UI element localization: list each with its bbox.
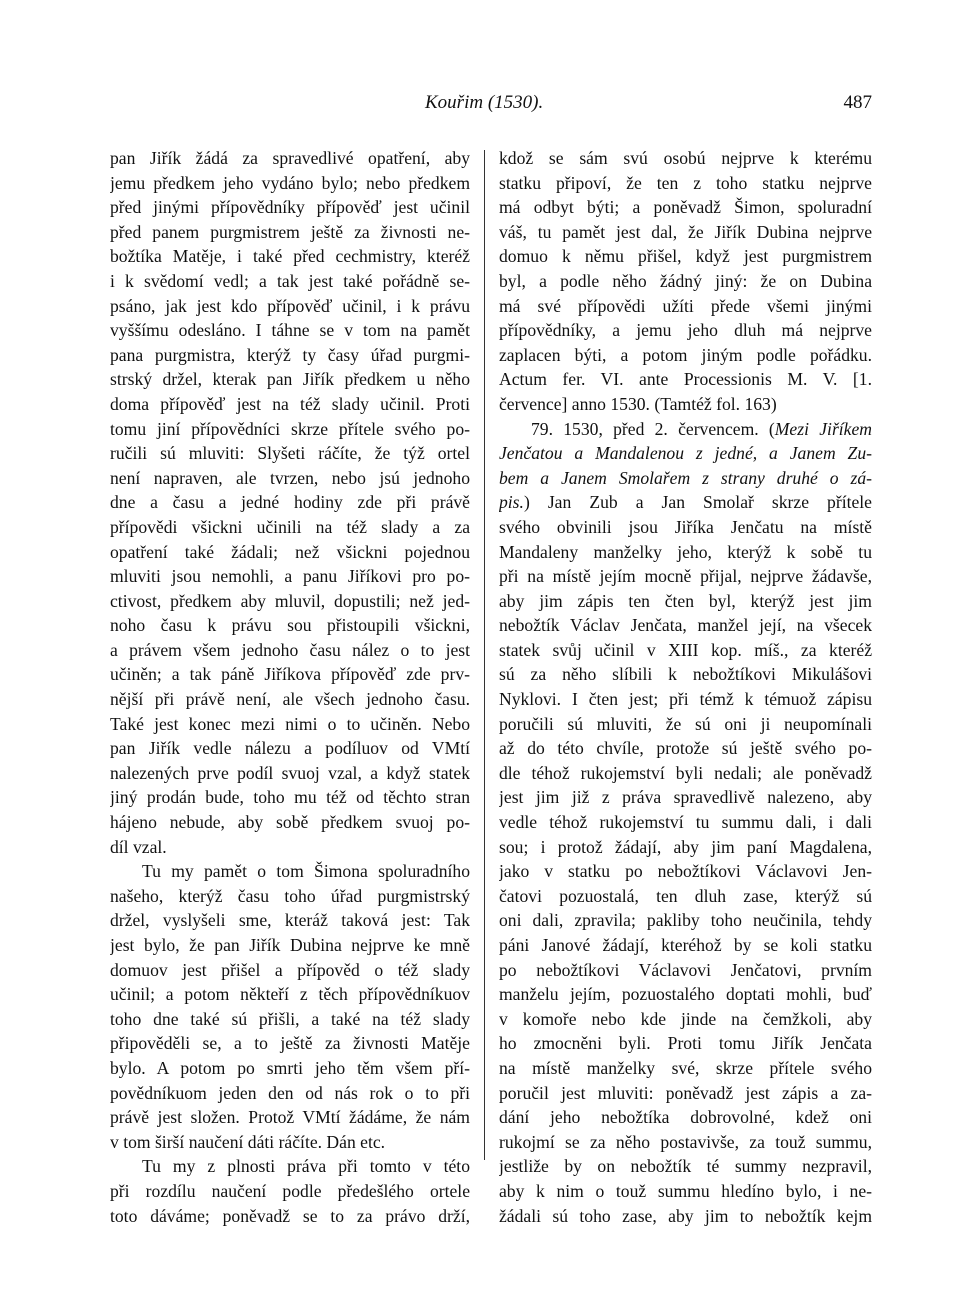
text-line: nalezených prve podíl svuoj vzal, a když statek: [110, 762, 470, 783]
text-line: domuov jest přišel a přípověd o též slady: [110, 959, 470, 980]
text-line: [499, 1056, 872, 1081]
text-line: noho času k právu sou přistoupili všickni,: [110, 615, 470, 636]
text-segment: dání jeho nebožtíka dobrovolné, kdež oni: [499, 1107, 872, 1128]
text-line: učinil; a potom někteří z těch přípovědníkuov: [110, 984, 470, 1005]
text-line: [499, 1204, 872, 1229]
text-segment: čatovi pozuostalá, ten dluh zase, kterýž sú: [499, 885, 872, 906]
text-line: [499, 884, 872, 909]
text-line: [499, 958, 872, 983]
text-line: mluviti jsou nemohli, a panu Jiříkovi pro po-: [110, 566, 470, 587]
text-line: jest bylo, že pan Jiřík Dubina nejprve ke mně: [110, 935, 470, 955]
text-line: [499, 662, 872, 687]
text-segment: rukojmí se za něho postavivše, za touž summu,: [499, 1131, 872, 1152]
text-line: [499, 908, 872, 933]
text-segment: dle téhož rukojemství byli nedali; ale poněvadž: [499, 762, 872, 783]
text-line: Tu my z plnosti práva při tomto v této: [142, 1156, 470, 1177]
text-segment: žádali sú toho zase, aby jim to nebožtík kejm: [499, 1205, 872, 1226]
text-line: učiněn; a tak páně Jiříkova přípověď zde prv-: [110, 664, 470, 685]
text-segment: nebožtík Václav Jenčata, manžel její, na všecek: [499, 615, 872, 636]
text-line: [499, 589, 872, 614]
text-line: [499, 1007, 872, 1032]
text-segment: jest jim již z práva spravedlivě nalezeno, aby: [499, 787, 872, 808]
text-line: [499, 294, 872, 319]
text-segment: po nebožtíkovi Václavovi Jenčatovi, prvním: [499, 959, 872, 980]
text-segment: páni Janové žádají, kteréhož by se koli statku: [499, 935, 872, 955]
text-line: [499, 490, 872, 515]
text-line: dne a času a jedné hodiny zde při právě: [110, 492, 470, 513]
text-segment: má odbyt býti; a poněvadž Šimon, spoluradní: [499, 197, 872, 218]
text-line: [499, 1081, 872, 1106]
italic-text: pis.: [499, 492, 524, 513]
text-line: [499, 835, 872, 860]
text-segment: domuo k němu přišel, když jest purgmistrem: [499, 246, 872, 267]
text-line: božtíka Matěje, i také před cechmistry, kteréž: [110, 246, 470, 267]
text-line: před jinými přípovědníky přípověď jest učinil: [110, 197, 470, 218]
column-divider: [484, 150, 485, 1160]
text-line: ručili sú mluviti: Slyšeti ráčíte, že týž ortel: [110, 443, 470, 464]
text-segment: na místě manželky své, skrze přítele svého: [499, 1057, 872, 1078]
italic-text: Mezi Jiříkem: [774, 418, 872, 439]
text-segment: zaplacen býti, a potom jiným podle pořádku.: [499, 344, 872, 365]
text-line: [499, 613, 872, 638]
text-segment: přípovědníky, a jemu jeho dluh má nejprve: [499, 320, 872, 341]
text-line: [499, 269, 872, 294]
text-line: nější při právě není, ale všech jednoho času.: [110, 689, 470, 710]
text-segment: poručili sú mluviti, že sú oni ji neupomínali: [499, 713, 872, 734]
text-line: ctivost, předkem aby mluvil, dopustili; než jed-: [110, 590, 470, 611]
text-line: pan Jiřík žádá za spravedlivé opatření, aby: [110, 148, 470, 168]
text-line: [499, 1130, 872, 1155]
text-segment: ho zmocněni byli. Proti tomu Jiřík Jenčata: [499, 1033, 872, 1054]
text-line: [499, 1179, 872, 1204]
text-segment: má své přípovědi užíti přede všemi jinými: [499, 295, 872, 316]
running-title: Kouřim (1530).: [425, 92, 544, 113]
text-line: [499, 417, 872, 442]
text-line: [499, 736, 872, 761]
text-segment: statek svůj učinil v XIII kop. míš., za kteréž: [499, 639, 872, 660]
text-line: [499, 540, 872, 565]
text-segment: váš, tu pamět jest dal, že Jiřík Dubina nejprve: [499, 221, 872, 242]
text-line: [499, 343, 872, 368]
left-text-column: [110, 146, 470, 1228]
text-segment: vedle téhož rukojemství tu summu dali, i dali: [499, 812, 872, 833]
text-line: jiný prodán bude, toho mu též od těchto stran: [110, 787, 470, 808]
text-line: přípovědi všickni učinili na též slady a za: [110, 516, 470, 537]
text-line: [499, 687, 872, 712]
text-line: bylo. A potom po smrti jeho těm všem pří-: [110, 1057, 470, 1078]
text-line: povědníkuom jeden den od nás rok o to při: [110, 1082, 470, 1103]
text-line: [499, 982, 872, 1007]
text-line: [499, 146, 872, 171]
text-segment: 79. 1530, před 2. červencem. (: [531, 418, 775, 439]
text-line: [499, 810, 872, 835]
text-line: tomu jiní přípovědníci skrze přítele svého po-: [110, 418, 470, 439]
text-line: [499, 1154, 872, 1179]
text-line: [499, 466, 872, 491]
text-line: [499, 318, 872, 343]
text-line: toto dáváme; poněvadž se to za právo drží,: [110, 1205, 470, 1226]
text-segment: při na místě jejím mocně přijal, nejprve žádavše,: [499, 566, 872, 587]
text-line: [499, 638, 872, 663]
text-line: hájeno nebude, aby sobě předkem svuoj po-: [110, 812, 470, 833]
text-line: [499, 859, 872, 884]
text-line: [499, 220, 872, 245]
text-line: [499, 515, 872, 540]
italic-text: Jenčatou a Mandalenou z jedné, a Janem Zu-: [499, 443, 872, 464]
text-line: pana purgmistra, kterýž ty časy úřad purgmi-: [110, 344, 470, 365]
right-text-column: [499, 146, 872, 1228]
text-line: opatření také žádali; než všickni pojednou: [110, 541, 470, 562]
text-segment: července] anno 1530. (Tamtéž fol. 163): [499, 393, 777, 414]
italic-text: bem a Janem Smolařem z strany druhé o zá-: [499, 467, 872, 488]
text-segment: statku připoví, že ten z toho statku nejprve: [499, 172, 872, 193]
text-line: jemu předkem jeho vydáno bylo; nebo předkem: [110, 172, 470, 193]
text-line: držel, vyslyšeli sme, kteráž taková jest: Tak: [110, 910, 470, 931]
text-line: připověděli se, a to ještě za živnosti Matěje: [110, 1033, 470, 1054]
text-line: před panem purgmistrem ještě za živnosti ne-: [110, 221, 470, 242]
text-line: psáno, jak jest kdo přípověď učinil, i k právu: [110, 295, 470, 316]
text-line: [499, 367, 872, 392]
text-line: našeho, kterýž času toho úřad purgmistrský: [110, 885, 470, 906]
text-segment: byl, a podle něho žádný jiný: že on Dubina: [499, 270, 872, 291]
text-segment: Actum fer. VI. ante Processionis M. V. [1.: [499, 369, 872, 390]
text-segment: Nyklovi. I čten jest; při témž k témuož zápisu: [499, 689, 872, 710]
text-segment: v komoře nebo kde jinde na čemžkoli, aby: [499, 1008, 872, 1029]
text-segment: ) Jan Zub a Jan Smolař skrze přítele: [523, 492, 872, 513]
text-segment: jako v statku po nebožtíkovi Václavovi Jen-: [499, 861, 872, 882]
text-line: strský držel, kterak pan Jiřík předkem u něho: [110, 369, 470, 390]
text-line: a právem všem jednoho času nález o to jest: [110, 639, 470, 660]
text-segment: Mandaleny manželky jeho, kterýž k sobě tu: [499, 541, 872, 562]
text-line: vyššímu odesláno. I táhne se v tom na pamět: [110, 320, 470, 341]
text-segment: aby k nim o touž summu hledíno bylo, i ne-: [499, 1180, 872, 1201]
text-segment: až do této chvíle, protože sú ještě svého po-: [499, 738, 872, 759]
text-line: [499, 244, 872, 269]
text-line: právě jest složen. Protož VMtí žádáme, že nám: [110, 1107, 470, 1128]
text-segment: aby jim zápis ten čten byl, kterýž jest jim: [499, 590, 872, 611]
text-line: [499, 195, 872, 220]
text-line: doma přípověď jest na též slady učinil. Proti: [110, 393, 470, 414]
text-line: pan Jiřík vedle nálezu a podíluov od VMtí: [110, 738, 470, 759]
text-segment: sou; i protož žádají, aby jim paní Magdalena,: [499, 836, 872, 857]
page-number: 487: [843, 92, 872, 113]
text-line: Také jest konec mezi nimi o to učiněn. Nebo: [110, 713, 470, 734]
text-line: [499, 1031, 872, 1056]
text-line: toho dne také sú přišli, a také na též slady: [110, 1008, 470, 1029]
text-line: [499, 785, 872, 810]
text-segment: poručil jest mluviti: poněvadž jest zápis a za-: [499, 1082, 872, 1103]
running-header: [0, 92, 960, 122]
text-line: [499, 761, 872, 786]
text-segment: svého obvinili jsou Jiříka Jenčatu na místě: [499, 516, 872, 537]
text-line: [499, 933, 872, 958]
text-line: Tu my pamět o tom Šimona spoluradního: [142, 861, 470, 882]
text-line: díl vzal.: [110, 836, 167, 857]
text-segment: oni dali, zpravila; pakliby toho neučinila, tehdy: [499, 910, 872, 931]
text-line: není napraven, ale tvrzen, nebo jsú jednoho: [110, 467, 470, 488]
text-line: [499, 171, 872, 196]
text-line: [499, 1105, 872, 1130]
text-line: [499, 441, 872, 466]
text-segment: kdož se sám svú osobú nejprve k kterému: [499, 148, 872, 168]
text-line: při rozdílu naučení podle předešlého ortele: [110, 1180, 470, 1201]
text-line: [499, 564, 872, 589]
text-segment: jestliže by on nebožtík té summy nezpravil,: [499, 1156, 872, 1177]
text-segment: manželu jejím, pozuostalého doptati mohli, buď: [499, 984, 872, 1005]
text-line: i k svědomí vedl; a tak jest také pořádně se-: [110, 270, 470, 291]
text-segment: sú za něho slíbili k nebožtíkovi Mikulášovi: [499, 664, 872, 685]
text-line: [499, 392, 872, 417]
text-line: [499, 712, 872, 737]
text-line: v tom širší naučení dáti ráčíte. Dán etc.: [110, 1131, 386, 1152]
